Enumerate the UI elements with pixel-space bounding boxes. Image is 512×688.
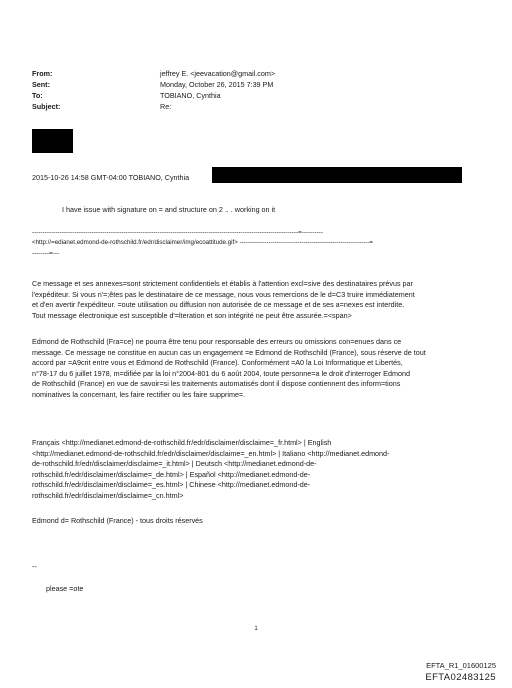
- image-link-line: <http://=edianet.edmond-de-rothschild.fr/edr/disclaimer/img/ecoattitude.gif> ---------------------------------------------------------------=: [32, 239, 373, 246]
- language-line: rothschild.fr/edr/disclaimer/disclaime=_de.html> | Español <http://medianet.edmond-de-: [32, 469, 311, 479]
- disclaimer-line: message. Ce message ne constitue en aucun cas un engagement =e Edmond de Rothschild (France), sous réserve de tout: [32, 347, 426, 357]
- subject-label: Subject:: [32, 102, 61, 111]
- disclaimer-line: Ce message et ses annexes=sont strictement confidentiels et établis à l'attention excl=sive des destinataires prévus par: [32, 279, 413, 288]
- separator-line-2: --------=---: [32, 250, 60, 257]
- disclaimer-confidentiality: [32, 279, 484, 321]
- language-line: Français <http://medianet.edmond-de-rothschild.fr/edr/disclaimer/disclaime=_fr.html> | English: [32, 438, 332, 447]
- subject-value: Re:: [160, 102, 172, 111]
- language-line: <http://medianet.edmond-de-rothschild.fr/edr/disclaimer/disclaime=_en.html> | Italiano <http://medianet.edmond-: [32, 448, 390, 458]
- language-links: [32, 438, 484, 502]
- disclaimer-line: de Rothschild (France) en vue de savoir=si les traitements automatisés dont il dispose contiennent des inform=tions: [32, 379, 401, 389]
- separator-line: -----------------------------------------------------------------------------------------------------------------------------=----------: [32, 229, 324, 236]
- sent-label: Sent:: [32, 80, 50, 89]
- quoted-header: 2015-10-26 14:58 GMT-04:00 TOBIANO, Cynthia: [32, 173, 190, 182]
- from-label: From:: [32, 69, 53, 78]
- disclaimer-responsibility: [32, 337, 484, 401]
- to-label: To:: [32, 91, 43, 100]
- please-note: please =ote: [46, 584, 84, 593]
- rights-line: Edmond d= Rothschild (France) - tous droits réservés: [32, 516, 203, 525]
- disclaimer-line: et d'en avertir l'expéditeur. =oute utilisation ou diffusion non autorisée de ce message et de ses a=nexes est interdite.: [32, 300, 405, 310]
- language-line: rothschild.fr/edr/disclaimer/disclaime=_cn.html>: [32, 490, 184, 500]
- footer-id-secondary: EFTA02483125: [425, 672, 496, 683]
- language-line: rothschild.fr/edr/disclaimer/disclaime=_es.html> | Chinese <http://medianet.edmond-de-: [32, 480, 311, 490]
- language-line: de-rothschild.fr/edr/disclaimer/disclaime=_it.html> | Deutsch <http://medianet.edmond-de-: [32, 459, 317, 469]
- disclaimer-line: accord par =A9crit entre vous et Edmond de Rothschild (France). Conformément =A0 la Loi Informatique et Libertés,: [32, 358, 403, 368]
- to-value: TOBIANO, Cynthia: [160, 91, 221, 100]
- disclaimer-line: n°78-17 du 6 juillet 1978, m=difiée par la loi n°2004-801 du 6 août 2004, toute personne=a le droit d'interroger Edmond: [32, 368, 410, 378]
- disclaimer-line: nominatives la concernant, les faire rectifier ou les faire supprime=.: [32, 389, 246, 399]
- from-value: jeffrey E. <jeevacation@gmail.com>: [160, 69, 276, 78]
- signature-dash: --: [32, 562, 37, 571]
- redaction-block: [32, 129, 73, 153]
- disclaimer-line: Tout message électronique est susceptible d'=lteration et son intégrité ne peut être assurée.=<span>: [32, 310, 352, 320]
- disclaimer-line: Edmond de Rothschild (Fra=ce) ne pourra être tenu pour responsable des erreurs ou omissions con=enues dans ce: [32, 337, 402, 346]
- footer-id-primary: EFTA_R1_01600125: [426, 661, 496, 670]
- reply-line: I have issue with signature on = and structure on 2 .. . working on it: [62, 205, 276, 214]
- page-number: 1: [254, 626, 258, 632]
- redaction-bar: [212, 167, 462, 183]
- sent-value: Monday, October 26, 2015 7:39 PM: [160, 80, 274, 89]
- disclaimer-line: l'expéditeur. Si vous n'=;êtes pas le destinataire de ce message, nous vous remercions de le d=C3 truire immédiatement: [32, 289, 415, 299]
